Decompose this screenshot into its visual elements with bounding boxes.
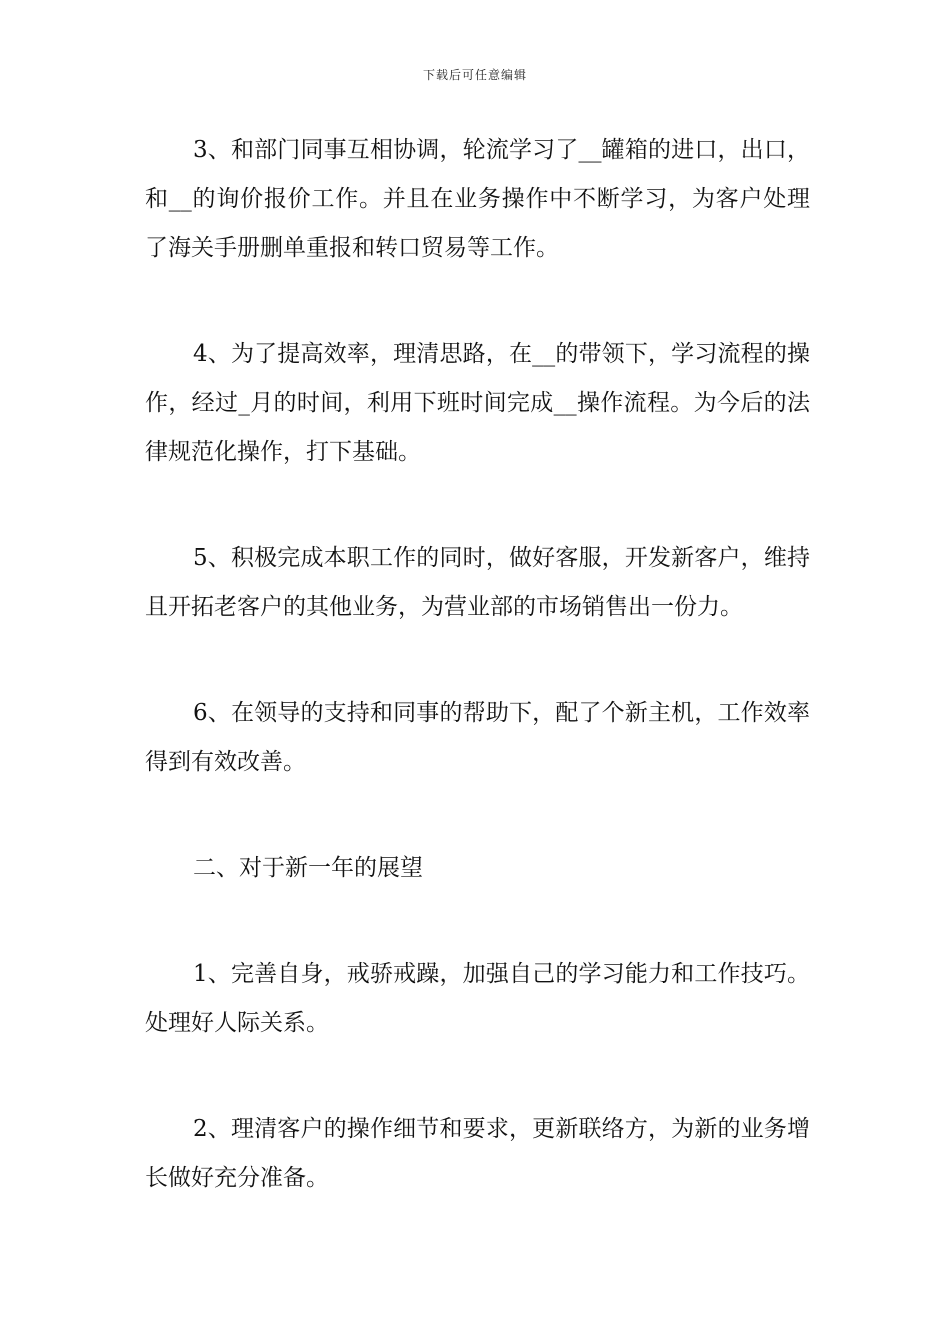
paragraph-item-6: 6、在领导的支持和同事的帮助下，配了个新主机，工作效率得到有效改善。: [145, 700, 810, 775]
paragraph-item-3: 3、和部门同事互相协调，轮流学习了__罐箱的进口，出口，和__的询价报价工作。并且在业务操作中不断学习，为客户处理了海关手册删单重报和转口贸易等工作。: [145, 137, 810, 261]
paragraph-item-5: 5、积极完成本职工作的同时，做好客服，开发新客户，维持且开拓老客户的其他业务，为营业部的市场销售出一份力。: [145, 545, 810, 620]
paragraph-outlook-2: 2、理清客户的操作细节和要求，更新联络方，为新的业务增长做好充分准备。: [145, 1116, 810, 1191]
document-body: [145, 126, 810, 1203]
paragraph-outlook-1: 1、完善自身，戒骄戒躁，加强自己的学习能力和工作技巧。处理好人际关系。: [145, 961, 810, 1036]
section-heading-outlook: 二、对于新一年的展望: [193, 855, 423, 881]
header-note: 下载后可任意编辑: [422, 68, 527, 82]
paragraph-item-4: 4、为了提高效率，理清思路，在__的带领下，学习流程的操作，经过_月的时间，利用下班时间完成__操作流程。为今后的法律规范化操作，打下基础。: [145, 341, 810, 465]
